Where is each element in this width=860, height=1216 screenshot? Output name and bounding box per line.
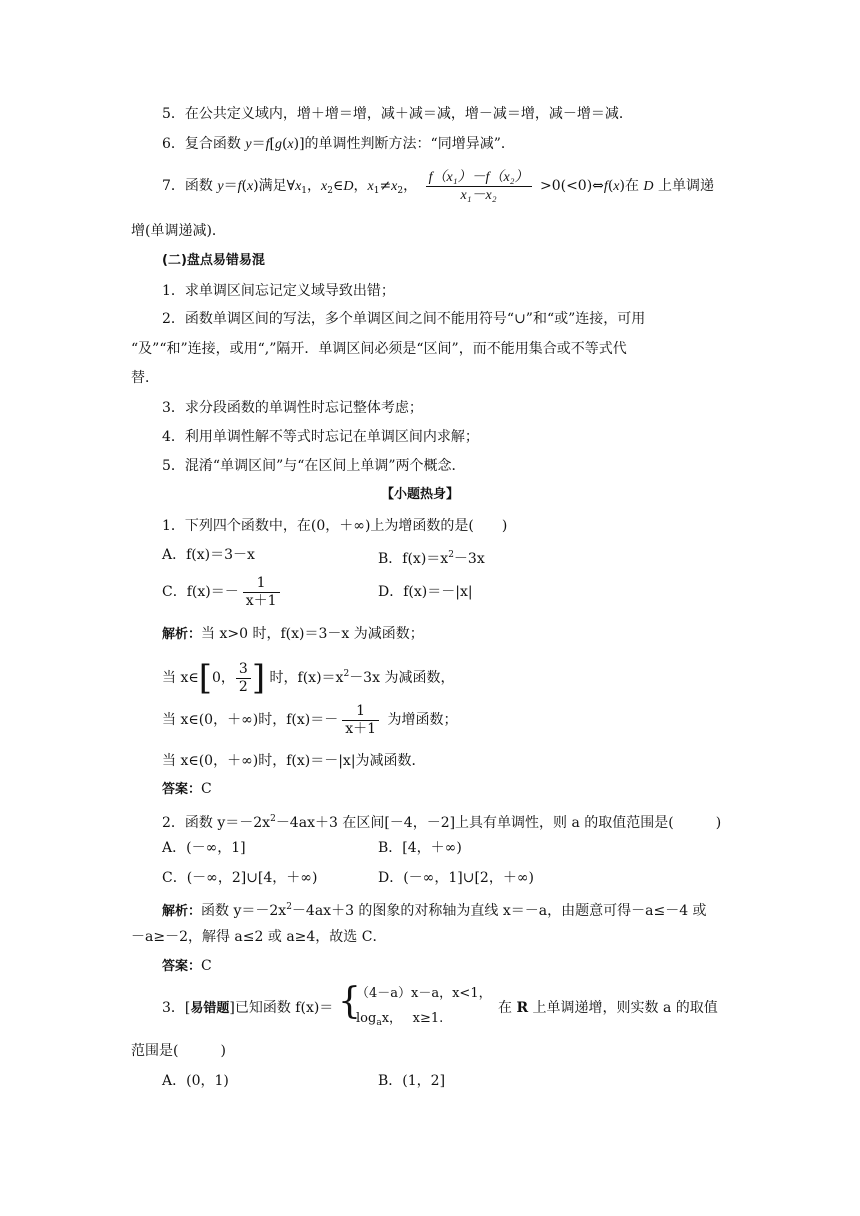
q2-option-a: A．(－∞，1] [162, 840, 246, 856]
q3-stem-continued: 范围是( ) [131, 1043, 226, 1059]
q3-option-a: A．(0，1) [162, 1073, 229, 1089]
monotonic-quotient-fraction: $\frac{\text{f（x₁）－f（x₂）}}{\text{x₁－x₂}}$ [426, 169, 532, 204]
pitfall-item-2-cont: “及”“和”连接，或用“,”隔开．单调区间必须是“区间”，而不能用集合或不等式代 [131, 341, 627, 357]
left-bracket-icon: [ [198, 658, 212, 698]
q2-analysis-2: －a≥－2，解得 a≤2 或 a≥4，故选 C． [131, 929, 387, 945]
q2-answer: 答案：C [162, 958, 212, 974]
q1-answer: 答案：C [162, 781, 212, 797]
pitfall-item-3: 3．求分段函数的单调性时忘记整体考虑； [162, 400, 423, 416]
q3-stem: 3．[易错题]已知函数 f(x)＝ [162, 1000, 334, 1016]
q2-analysis-1: 解析：函数 $y=-2x^2-4ax+3$ 的图象的对称轴为直线 x＝－a，由题意可得－a≤－4 或 [162, 902, 707, 919]
pitfall-item-4: 4．利用单调性解不等式时忘记在单调区间内求解； [162, 429, 479, 445]
q1-analysis-2: 当 x∈[0， $\frac{3}{2}$ ] 时，$f(x)=x^2-3x$ 为减函数， [162, 658, 455, 698]
q1-option-c: C．f(x)＝－ $\frac{1}{x+1}$ [162, 572, 284, 612]
q1-analysis-4: 当 x∈(0，＋∞)时，f(x)＝－|x|为减函数． [162, 753, 426, 769]
q3-piece-2: $\log_ax$， x≥1. [356, 1011, 444, 1028]
q1-option-c-fraction: $\frac{1}{x+1}$ [243, 575, 280, 610]
q1-analysis-3: 当 x∈(0，＋∞)时，f(x)＝－ $\frac{1}{x+1}$ 为增函数； [162, 702, 458, 737]
q1-option-b: B．$f(x)=x^2-3x$ [378, 550, 485, 567]
q1-analysis-1: 解析：当 x>0 时，f(x)＝3－x 为减函数； [162, 626, 424, 642]
q2-option-d: D．(－∞，1]∪[2，＋∞) [378, 870, 534, 886]
q3-piece-1: （4－a）x－a，x<1， [356, 986, 492, 1001]
right-bracket-icon: ] [251, 658, 266, 698]
q3-option-b: B．(1，2] [378, 1073, 446, 1089]
pitfall-item-1: 1．求单调区间忘记定义域导致出错； [162, 283, 395, 299]
section-2-title: (二)盘点易错易混 [162, 253, 265, 268]
rule-6: 6．复合函数 y＝f[g(x)]的单调性判断方法：“同增异减”． [162, 136, 515, 152]
rule-7-continued: 增(单调递减)． [131, 223, 226, 239]
q3-stem-tail: 在 R 上单调递增，则实数 a 的取值 [498, 1000, 718, 1016]
q2-option-c: C．(－∞，2]∪[4，＋∞) [162, 870, 318, 886]
pitfall-item-2-end: 替． [131, 370, 159, 386]
pitfall-item-2: 2．函数单调区间的写法，多个单调区间之间不能用符号“∪”和“或”连接，可用 [162, 311, 646, 327]
warmup-title: 【小题热身】 [381, 487, 460, 502]
q2-stem: 2．函数 $y=-2x^2-4ax+3$ 在区间[－4，－2]上具有单调性，则 a 的取值范围是( ) [162, 814, 722, 831]
q1-interval-fraction: $\frac{3}{2}$ [236, 661, 251, 696]
piecewise-brace-icon: { [338, 981, 361, 1022]
q1-analysis-fraction: $\frac{1}{x+1}$ [342, 703, 379, 738]
q2-option-b: B．[4，＋∞) [378, 840, 462, 856]
q1-option-a: A．f(x)＝3－x [162, 547, 255, 563]
q1-stem: 1．下列四个函数中，在(0，＋∞)上为增函数的是( ) [162, 518, 508, 534]
pitfall-item-5: 5．混淆“单调区间”与“在区间上单调”两个概念． [162, 458, 466, 474]
rule-7: 7．函数 y＝f(x)满足$\forall x_1$，$x_2\in D$，$x_1\ne x_2$， $\frac{\text{f（x₁）－f（x₂）}}{\text{x₁－x₂}}$ >0(<0)⇔f(x)在 D 上单调递 [162, 169, 714, 203]
rule-5: 5．在公共定义域内，增＋增＝增，减＋减＝减，增－减＝增，减－增＝减． [162, 106, 633, 122]
q1-option-d: D．f(x)＝－|x| [378, 584, 473, 600]
